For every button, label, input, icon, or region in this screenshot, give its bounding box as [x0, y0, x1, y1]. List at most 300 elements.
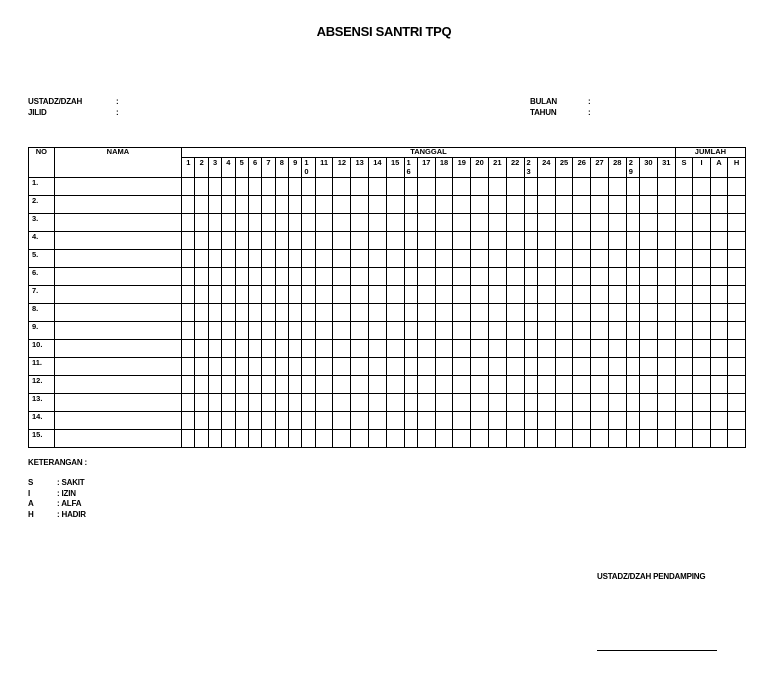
attendance-cell[interactable] — [524, 322, 537, 340]
attendance-cell[interactable] — [608, 394, 626, 412]
jumlah-cell[interactable] — [710, 376, 727, 394]
attendance-cell[interactable] — [248, 196, 261, 214]
attendance-cell[interactable] — [591, 196, 609, 214]
attendance-cell[interactable] — [506, 196, 524, 214]
attendance-cell[interactable] — [289, 178, 302, 196]
attendance-cell[interactable] — [608, 286, 626, 304]
attendance-cell[interactable] — [235, 412, 248, 430]
attendance-cell[interactable] — [262, 214, 275, 232]
attendance-cell[interactable] — [208, 304, 221, 322]
attendance-cell[interactable] — [182, 286, 195, 304]
jumlah-cell[interactable] — [710, 430, 727, 448]
attendance-cell[interactable] — [351, 304, 369, 322]
attendance-cell[interactable] — [182, 232, 195, 250]
attendance-cell[interactable] — [537, 268, 555, 286]
jumlah-cell[interactable] — [728, 340, 746, 358]
attendance-cell[interactable] — [417, 376, 435, 394]
attendance-cell[interactable] — [302, 214, 315, 232]
attendance-cell[interactable] — [506, 394, 524, 412]
attendance-cell[interactable] — [302, 268, 315, 286]
attendance-cell[interactable] — [195, 250, 208, 268]
attendance-cell[interactable] — [657, 322, 675, 340]
jumlah-cell[interactable] — [675, 322, 692, 340]
attendance-cell[interactable] — [208, 322, 221, 340]
attendance-cell[interactable] — [573, 340, 591, 358]
nama-cell[interactable] — [54, 340, 181, 358]
attendance-cell[interactable] — [369, 250, 387, 268]
jumlah-cell[interactable] — [693, 304, 710, 322]
attendance-cell[interactable] — [222, 178, 235, 196]
attendance-cell[interactable] — [471, 232, 489, 250]
jumlah-cell[interactable] — [728, 358, 746, 376]
attendance-cell[interactable] — [435, 358, 453, 376]
attendance-cell[interactable] — [302, 412, 315, 430]
jumlah-cell[interactable] — [693, 250, 710, 268]
attendance-cell[interactable] — [626, 304, 639, 322]
attendance-cell[interactable] — [506, 268, 524, 286]
attendance-cell[interactable] — [386, 268, 404, 286]
attendance-cell[interactable] — [289, 214, 302, 232]
attendance-cell[interactable] — [222, 376, 235, 394]
attendance-cell[interactable] — [208, 250, 221, 268]
attendance-cell[interactable] — [386, 340, 404, 358]
attendance-cell[interactable] — [417, 394, 435, 412]
jumlah-cell[interactable] — [693, 286, 710, 304]
attendance-cell[interactable] — [275, 358, 288, 376]
attendance-cell[interactable] — [591, 358, 609, 376]
attendance-cell[interactable] — [235, 214, 248, 232]
attendance-cell[interactable] — [333, 358, 351, 376]
attendance-cell[interactable] — [248, 286, 261, 304]
attendance-cell[interactable] — [195, 196, 208, 214]
attendance-cell[interactable] — [640, 394, 658, 412]
attendance-cell[interactable] — [208, 430, 221, 448]
attendance-cell[interactable] — [369, 268, 387, 286]
attendance-cell[interactable] — [453, 340, 471, 358]
attendance-cell[interactable] — [315, 232, 333, 250]
jumlah-cell[interactable] — [728, 394, 746, 412]
attendance-cell[interactable] — [302, 394, 315, 412]
attendance-cell[interactable] — [248, 178, 261, 196]
attendance-cell[interactable] — [555, 250, 573, 268]
attendance-cell[interactable] — [404, 286, 417, 304]
attendance-cell[interactable] — [248, 394, 261, 412]
attendance-cell[interactable] — [640, 376, 658, 394]
attendance-cell[interactable] — [351, 286, 369, 304]
attendance-cell[interactable] — [275, 286, 288, 304]
attendance-cell[interactable] — [222, 286, 235, 304]
attendance-cell[interactable] — [248, 214, 261, 232]
attendance-cell[interactable] — [591, 178, 609, 196]
attendance-cell[interactable] — [289, 430, 302, 448]
attendance-cell[interactable] — [208, 358, 221, 376]
attendance-cell[interactable] — [471, 358, 489, 376]
attendance-cell[interactable] — [195, 340, 208, 358]
attendance-cell[interactable] — [626, 286, 639, 304]
jumlah-cell[interactable] — [675, 394, 692, 412]
attendance-cell[interactable] — [315, 286, 333, 304]
attendance-cell[interactable] — [351, 322, 369, 340]
attendance-cell[interactable] — [275, 304, 288, 322]
attendance-cell[interactable] — [208, 214, 221, 232]
attendance-cell[interactable] — [537, 412, 555, 430]
attendance-cell[interactable] — [506, 322, 524, 340]
attendance-cell[interactable] — [537, 286, 555, 304]
nama-cell[interactable] — [54, 286, 181, 304]
jumlah-cell[interactable] — [710, 250, 727, 268]
attendance-cell[interactable] — [488, 250, 506, 268]
attendance-cell[interactable] — [657, 178, 675, 196]
attendance-cell[interactable] — [369, 430, 387, 448]
attendance-cell[interactable] — [435, 394, 453, 412]
attendance-cell[interactable] — [195, 232, 208, 250]
attendance-cell[interactable] — [488, 412, 506, 430]
attendance-cell[interactable] — [591, 412, 609, 430]
attendance-cell[interactable] — [369, 340, 387, 358]
attendance-cell[interactable] — [657, 412, 675, 430]
attendance-cell[interactable] — [573, 376, 591, 394]
jumlah-cell[interactable] — [675, 268, 692, 286]
attendance-cell[interactable] — [417, 304, 435, 322]
jumlah-cell[interactable] — [728, 196, 746, 214]
attendance-cell[interactable] — [524, 178, 537, 196]
attendance-cell[interactable] — [608, 376, 626, 394]
attendance-cell[interactable] — [417, 196, 435, 214]
jumlah-cell[interactable] — [710, 340, 727, 358]
attendance-cell[interactable] — [471, 178, 489, 196]
attendance-cell[interactable] — [435, 232, 453, 250]
attendance-cell[interactable] — [471, 376, 489, 394]
attendance-cell[interactable] — [453, 250, 471, 268]
jumlah-cell[interactable] — [675, 430, 692, 448]
attendance-cell[interactable] — [555, 412, 573, 430]
attendance-cell[interactable] — [640, 412, 658, 430]
nama-cell[interactable] — [54, 394, 181, 412]
attendance-cell[interactable] — [657, 268, 675, 286]
nama-cell[interactable] — [54, 232, 181, 250]
jumlah-cell[interactable] — [693, 232, 710, 250]
attendance-cell[interactable] — [608, 430, 626, 448]
attendance-cell[interactable] — [506, 214, 524, 232]
attendance-cell[interactable] — [333, 232, 351, 250]
attendance-cell[interactable] — [386, 286, 404, 304]
attendance-cell[interactable] — [506, 250, 524, 268]
attendance-cell[interactable] — [524, 250, 537, 268]
attendance-cell[interactable] — [208, 196, 221, 214]
attendance-cell[interactable] — [417, 430, 435, 448]
attendance-cell[interactable] — [235, 178, 248, 196]
attendance-cell[interactable] — [506, 412, 524, 430]
attendance-cell[interactable] — [289, 304, 302, 322]
attendance-cell[interactable] — [315, 196, 333, 214]
nama-cell[interactable] — [54, 196, 181, 214]
attendance-cell[interactable] — [302, 286, 315, 304]
attendance-cell[interactable] — [182, 196, 195, 214]
attendance-cell[interactable] — [208, 376, 221, 394]
attendance-cell[interactable] — [235, 286, 248, 304]
attendance-cell[interactable] — [537, 322, 555, 340]
attendance-cell[interactable] — [626, 268, 639, 286]
attendance-cell[interactable] — [640, 304, 658, 322]
attendance-cell[interactable] — [537, 232, 555, 250]
attendance-cell[interactable] — [591, 268, 609, 286]
attendance-cell[interactable] — [417, 178, 435, 196]
attendance-cell[interactable] — [435, 196, 453, 214]
attendance-cell[interactable] — [289, 322, 302, 340]
attendance-cell[interactable] — [471, 430, 489, 448]
attendance-cell[interactable] — [453, 412, 471, 430]
attendance-cell[interactable] — [182, 412, 195, 430]
attendance-cell[interactable] — [608, 232, 626, 250]
attendance-cell[interactable] — [351, 214, 369, 232]
attendance-cell[interactable] — [608, 358, 626, 376]
attendance-cell[interactable] — [506, 430, 524, 448]
nama-cell[interactable] — [54, 358, 181, 376]
attendance-cell[interactable] — [208, 340, 221, 358]
attendance-cell[interactable] — [351, 268, 369, 286]
attendance-cell[interactable] — [208, 232, 221, 250]
attendance-cell[interactable] — [315, 304, 333, 322]
attendance-cell[interactable] — [235, 358, 248, 376]
attendance-cell[interactable] — [262, 376, 275, 394]
attendance-cell[interactable] — [555, 376, 573, 394]
attendance-cell[interactable] — [555, 358, 573, 376]
attendance-cell[interactable] — [222, 430, 235, 448]
attendance-cell[interactable] — [289, 412, 302, 430]
attendance-cell[interactable] — [555, 196, 573, 214]
jumlah-cell[interactable] — [675, 412, 692, 430]
attendance-cell[interactable] — [524, 412, 537, 430]
attendance-cell[interactable] — [195, 178, 208, 196]
attendance-cell[interactable] — [640, 232, 658, 250]
attendance-cell[interactable] — [573, 232, 591, 250]
attendance-cell[interactable] — [524, 196, 537, 214]
attendance-cell[interactable] — [488, 430, 506, 448]
attendance-cell[interactable] — [417, 412, 435, 430]
attendance-cell[interactable] — [524, 286, 537, 304]
attendance-cell[interactable] — [333, 178, 351, 196]
attendance-cell[interactable] — [195, 214, 208, 232]
attendance-cell[interactable] — [555, 430, 573, 448]
attendance-cell[interactable] — [435, 412, 453, 430]
attendance-cell[interactable] — [369, 376, 387, 394]
attendance-cell[interactable] — [555, 214, 573, 232]
attendance-cell[interactable] — [208, 412, 221, 430]
attendance-cell[interactable] — [248, 232, 261, 250]
attendance-cell[interactable] — [471, 304, 489, 322]
jumlah-cell[interactable] — [693, 394, 710, 412]
attendance-cell[interactable] — [302, 340, 315, 358]
attendance-cell[interactable] — [435, 322, 453, 340]
jumlah-cell[interactable] — [693, 178, 710, 196]
attendance-cell[interactable] — [289, 196, 302, 214]
attendance-cell[interactable] — [524, 376, 537, 394]
attendance-cell[interactable] — [573, 412, 591, 430]
attendance-cell[interactable] — [488, 178, 506, 196]
attendance-cell[interactable] — [555, 232, 573, 250]
jumlah-cell[interactable] — [710, 214, 727, 232]
jumlah-cell[interactable] — [675, 232, 692, 250]
attendance-cell[interactable] — [471, 196, 489, 214]
attendance-cell[interactable] — [195, 268, 208, 286]
jumlah-cell[interactable] — [710, 286, 727, 304]
attendance-cell[interactable] — [488, 358, 506, 376]
attendance-cell[interactable] — [640, 214, 658, 232]
attendance-cell[interactable] — [453, 358, 471, 376]
attendance-cell[interactable] — [315, 340, 333, 358]
attendance-cell[interactable] — [573, 430, 591, 448]
attendance-cell[interactable] — [315, 376, 333, 394]
attendance-cell[interactable] — [417, 268, 435, 286]
jumlah-cell[interactable] — [693, 358, 710, 376]
attendance-cell[interactable] — [235, 268, 248, 286]
attendance-cell[interactable] — [386, 304, 404, 322]
attendance-cell[interactable] — [333, 304, 351, 322]
attendance-cell[interactable] — [435, 430, 453, 448]
attendance-cell[interactable] — [262, 268, 275, 286]
attendance-cell[interactable] — [315, 322, 333, 340]
attendance-cell[interactable] — [471, 250, 489, 268]
attendance-cell[interactable] — [333, 214, 351, 232]
attendance-cell[interactable] — [262, 304, 275, 322]
attendance-cell[interactable] — [333, 322, 351, 340]
attendance-cell[interactable] — [657, 286, 675, 304]
attendance-cell[interactable] — [275, 376, 288, 394]
attendance-cell[interactable] — [573, 394, 591, 412]
attendance-cell[interactable] — [453, 304, 471, 322]
attendance-cell[interactable] — [275, 196, 288, 214]
attendance-cell[interactable] — [591, 286, 609, 304]
attendance-cell[interactable] — [573, 250, 591, 268]
attendance-cell[interactable] — [333, 394, 351, 412]
attendance-cell[interactable] — [417, 286, 435, 304]
attendance-cell[interactable] — [435, 286, 453, 304]
attendance-cell[interactable] — [235, 250, 248, 268]
attendance-cell[interactable] — [537, 430, 555, 448]
attendance-cell[interactable] — [351, 178, 369, 196]
attendance-cell[interactable] — [275, 232, 288, 250]
attendance-cell[interactable] — [262, 178, 275, 196]
attendance-cell[interactable] — [386, 394, 404, 412]
attendance-cell[interactable] — [182, 358, 195, 376]
attendance-cell[interactable] — [289, 340, 302, 358]
attendance-cell[interactable] — [471, 394, 489, 412]
attendance-cell[interactable] — [537, 394, 555, 412]
attendance-cell[interactable] — [386, 214, 404, 232]
attendance-cell[interactable] — [302, 196, 315, 214]
attendance-cell[interactable] — [275, 214, 288, 232]
attendance-cell[interactable] — [591, 394, 609, 412]
attendance-cell[interactable] — [275, 340, 288, 358]
attendance-cell[interactable] — [195, 304, 208, 322]
attendance-cell[interactable] — [471, 268, 489, 286]
attendance-cell[interactable] — [235, 232, 248, 250]
jumlah-cell[interactable] — [710, 322, 727, 340]
attendance-cell[interactable] — [302, 232, 315, 250]
attendance-cell[interactable] — [435, 178, 453, 196]
attendance-cell[interactable] — [524, 232, 537, 250]
attendance-cell[interactable] — [608, 178, 626, 196]
jumlah-cell[interactable] — [675, 340, 692, 358]
attendance-cell[interactable] — [657, 358, 675, 376]
jumlah-cell[interactable] — [675, 250, 692, 268]
attendance-cell[interactable] — [626, 214, 639, 232]
attendance-cell[interactable] — [537, 250, 555, 268]
attendance-cell[interactable] — [506, 286, 524, 304]
attendance-cell[interactable] — [182, 214, 195, 232]
attendance-cell[interactable] — [262, 232, 275, 250]
attendance-cell[interactable] — [488, 196, 506, 214]
attendance-cell[interactable] — [386, 412, 404, 430]
attendance-cell[interactable] — [195, 286, 208, 304]
attendance-cell[interactable] — [289, 268, 302, 286]
attendance-cell[interactable] — [626, 178, 639, 196]
attendance-cell[interactable] — [608, 340, 626, 358]
attendance-cell[interactable] — [573, 322, 591, 340]
attendance-cell[interactable] — [404, 250, 417, 268]
attendance-cell[interactable] — [208, 268, 221, 286]
attendance-cell[interactable] — [640, 178, 658, 196]
attendance-cell[interactable] — [537, 358, 555, 376]
attendance-cell[interactable] — [235, 304, 248, 322]
attendance-cell[interactable] — [453, 376, 471, 394]
attendance-cell[interactable] — [315, 394, 333, 412]
jumlah-cell[interactable] — [728, 232, 746, 250]
attendance-cell[interactable] — [488, 304, 506, 322]
attendance-cell[interactable] — [386, 196, 404, 214]
attendance-cell[interactable] — [222, 340, 235, 358]
attendance-cell[interactable] — [555, 268, 573, 286]
attendance-cell[interactable] — [435, 268, 453, 286]
jumlah-cell[interactable] — [728, 268, 746, 286]
attendance-cell[interactable] — [453, 268, 471, 286]
attendance-cell[interactable] — [182, 340, 195, 358]
attendance-cell[interactable] — [262, 286, 275, 304]
attendance-cell[interactable] — [488, 232, 506, 250]
attendance-cell[interactable] — [369, 322, 387, 340]
attendance-cell[interactable] — [555, 178, 573, 196]
attendance-cell[interactable] — [222, 304, 235, 322]
attendance-cell[interactable] — [386, 358, 404, 376]
attendance-cell[interactable] — [404, 394, 417, 412]
attendance-cell[interactable] — [369, 286, 387, 304]
jumlah-cell[interactable] — [710, 358, 727, 376]
attendance-cell[interactable] — [222, 412, 235, 430]
attendance-cell[interactable] — [289, 232, 302, 250]
attendance-cell[interactable] — [275, 178, 288, 196]
jumlah-cell[interactable] — [710, 304, 727, 322]
attendance-cell[interactable] — [369, 214, 387, 232]
attendance-cell[interactable] — [404, 358, 417, 376]
attendance-cell[interactable] — [417, 214, 435, 232]
attendance-cell[interactable] — [222, 196, 235, 214]
attendance-cell[interactable] — [275, 412, 288, 430]
jumlah-cell[interactable] — [728, 430, 746, 448]
attendance-cell[interactable] — [626, 430, 639, 448]
attendance-cell[interactable] — [369, 394, 387, 412]
attendance-cell[interactable] — [626, 196, 639, 214]
attendance-cell[interactable] — [351, 340, 369, 358]
jumlah-cell[interactable] — [693, 340, 710, 358]
nama-cell[interactable] — [54, 178, 181, 196]
jumlah-cell[interactable] — [693, 430, 710, 448]
jumlah-cell[interactable] — [693, 214, 710, 232]
attendance-cell[interactable] — [404, 340, 417, 358]
attendance-cell[interactable] — [506, 232, 524, 250]
attendance-cell[interactable] — [573, 178, 591, 196]
attendance-cell[interactable] — [453, 430, 471, 448]
attendance-cell[interactable] — [488, 286, 506, 304]
